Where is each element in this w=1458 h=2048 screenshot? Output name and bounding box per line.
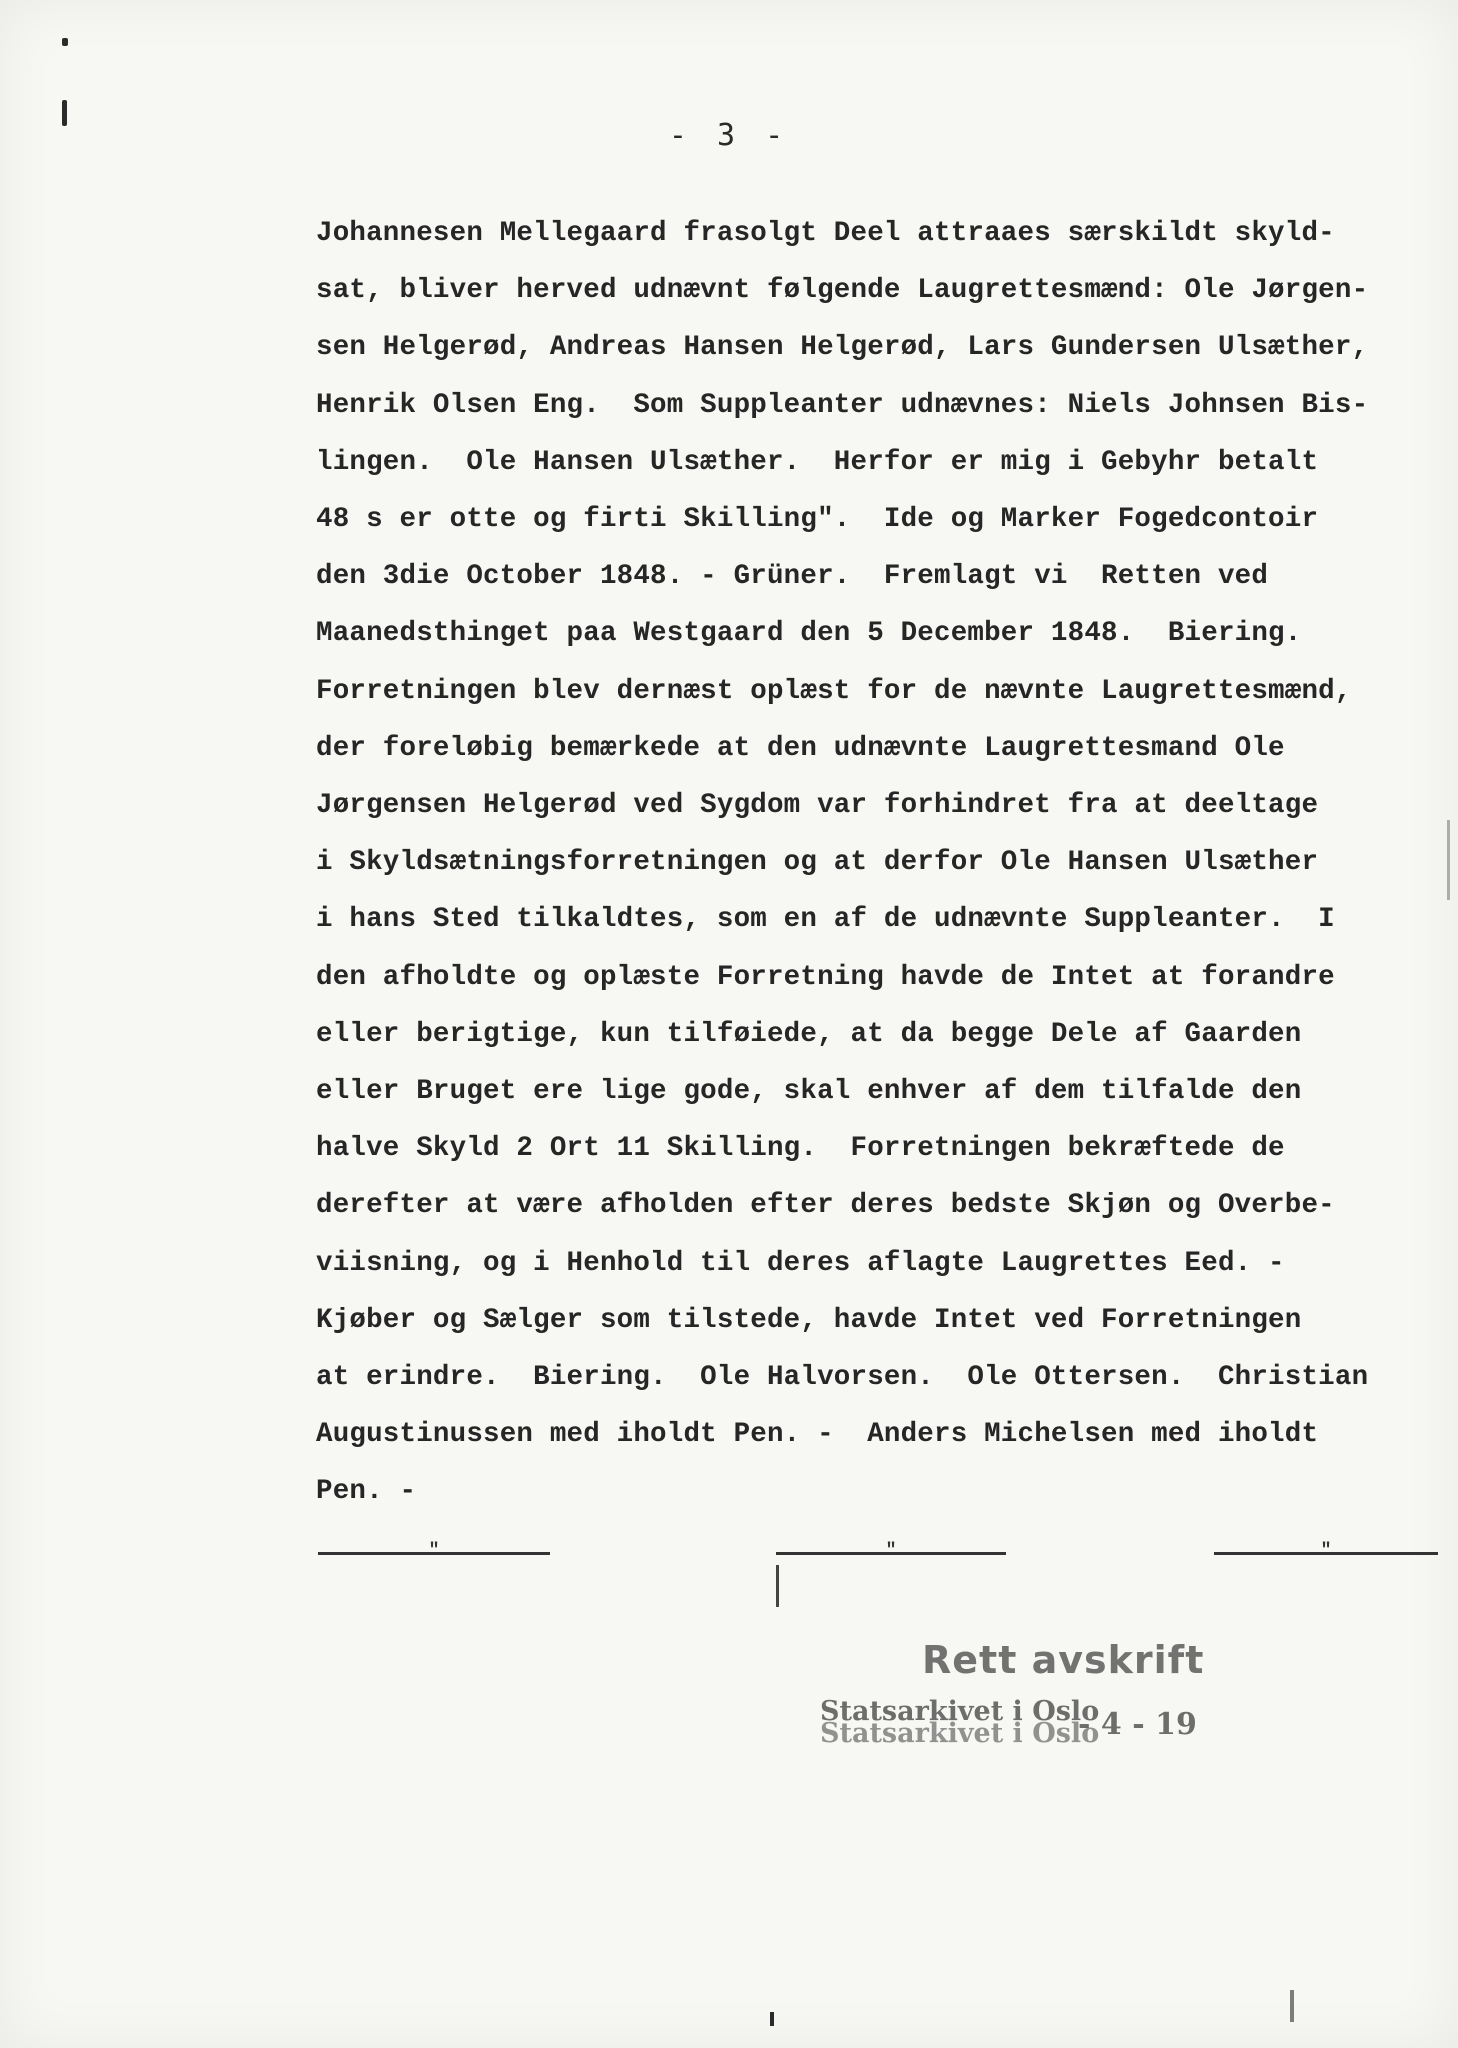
- text-line: 48 s er otte og firti Skilling". Ide og Marker Fogedcontoir: [316, 504, 1319, 536]
- edge-mark: [1290, 1990, 1294, 2022]
- text-line: Forretningen blev dernæst oplæst for de nævnte Laugrettesmænd,: [316, 675, 1352, 707]
- stamp-date: - 4 - 19: [1078, 1707, 1197, 1742]
- text-line: Henrik Olsen Eng. Som Suppleanter udnævnes: Niels Johnsen Bis-: [316, 389, 1369, 421]
- text-line: den 3die October 1848. - Grüner. Fremlagt vi Retten ved: [316, 561, 1269, 593]
- text-line: den afholdte og oplæste Forretning havde de Intet at forandre: [316, 961, 1335, 993]
- text-line: Johannesen Mellegaard frasolgt Deel attraaes særskildt skyld-: [316, 218, 1335, 249]
- margin-tick: [776, 1565, 779, 1607]
- stamp-title: Rett avskrift: [922, 1638, 1205, 1682]
- text-line: i hans Sted tilkaldtes, som en af de udnævnte Suppleanter. I: [316, 904, 1335, 936]
- text-line: Pen. -: [316, 1476, 417, 1508]
- signature-line: [776, 1541, 1006, 1561]
- text-line: eller Bruget ere lige gode, skal enhver af dem tilfalde den: [316, 1076, 1302, 1108]
- text-line: viisning, og i Henhold til deres aflagte Laugrettes Eed. -: [316, 1247, 1285, 1279]
- text-line: i Skyldsætningsforretningen og at derfor Ole Hansen Ulsæther: [316, 847, 1319, 879]
- body-text: [316, 205, 1436, 1521]
- signature-line: [318, 1541, 550, 1561]
- signature-line: [1214, 1541, 1438, 1561]
- ditto-mark: ": [885, 1541, 897, 1561]
- text-line: halve Skyld 2 Ort 11 Skilling. Forretningen bekræftede de: [316, 1133, 1285, 1165]
- page-number: - 3 -: [668, 118, 790, 153]
- text-line: Kjøber og Sælger som tilstede, havde Intet ved Forretningen: [316, 1304, 1302, 1336]
- text-line: eller berigtige, kun tilføiede, at da begge Dele af Gaarden: [316, 1018, 1302, 1050]
- ditto-mark: ": [1320, 1541, 1332, 1561]
- stamp-archive-name: Statsarkivet i Oslo: [820, 1696, 1100, 1727]
- edge-mark: [1447, 820, 1450, 900]
- text-line: at erindre. Biering. Ole Halvorsen. Ole Ottersen. Christian: [316, 1362, 1369, 1394]
- text-line: Jørgensen Helgerød ved Sygdom var forhindret fra at deeltage: [316, 790, 1319, 822]
- text-line: sen Helgerød, Andreas Hansen Helgerød, Lars Gundersen Ulsæther,: [316, 332, 1369, 364]
- text-line: derefter at være afholden efter deres bedste Skjøn og Overbe-: [316, 1190, 1335, 1222]
- text-line: Augustinussen med iholdt Pen. - Anders Michelsen med iholdt: [316, 1419, 1319, 1451]
- stamp-archive-name-overprint: Statsarkivet i Oslo: [820, 1718, 1100, 1749]
- text-line: Maanedsthinget paa Westgaard den 5 December 1848. Biering.: [316, 618, 1302, 650]
- edge-mark: [62, 38, 68, 46]
- text-line: sat, bliver herved udnævnt følgende Laugrettesmænd: Ole Jørgen-: [316, 275, 1369, 307]
- text-line: lingen. Ole Hansen Ulsæther. Herfor er mig i Gebyhr betalt: [316, 446, 1319, 478]
- ditto-mark: ": [428, 1541, 440, 1561]
- text-line: der foreløbig bemærkede at den udnævnte Laugrettesmand Ole: [316, 732, 1285, 764]
- edge-mark: [770, 2012, 774, 2026]
